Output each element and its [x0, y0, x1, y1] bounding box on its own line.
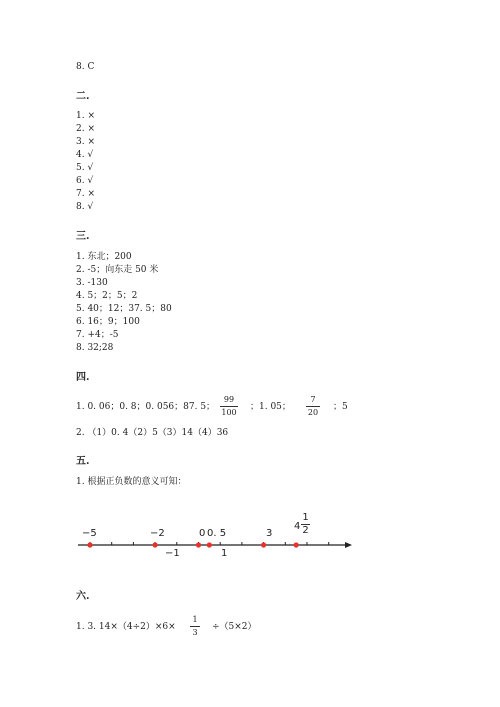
- section2-item: 8. √: [76, 202, 94, 212]
- section4-line1-part-a: 1. 0. 06；0. 8；0. 056；87. 5；: [76, 402, 216, 412]
- fraction-numerator: 7: [310, 395, 316, 404]
- number-line-ticks: [90, 542, 329, 545]
- section3-item: 7. +4；-5: [76, 330, 119, 340]
- section3-item: 2. -5；向东走 50 米: [76, 265, 159, 275]
- mixed-number-fraction: [301, 513, 310, 536]
- number-line-label-below: −1: [165, 548, 180, 559]
- section5-line1: 1. 根据正负数的意义可知：: [76, 477, 187, 487]
- fraction-1-3: [190, 615, 200, 638]
- section3-item: 5. 40；12；37. 5；80: [76, 304, 172, 314]
- section2-item: 6. √: [76, 176, 94, 186]
- number-line-label-above: 0: [199, 528, 206, 539]
- number-line-label-above: −2: [150, 528, 165, 539]
- section4-line1-part-c: ；5: [333, 402, 348, 412]
- fraction-denominator: 2: [302, 525, 309, 536]
- mixed-number-whole: 4: [294, 521, 301, 532]
- fraction-7-20: [306, 395, 320, 418]
- fraction-bar: [190, 626, 200, 627]
- number-line-point: [196, 542, 201, 547]
- section2-heading: 二.: [76, 91, 90, 102]
- fraction-numerator: 99: [223, 395, 235, 404]
- fraction-numerator: 1: [302, 512, 309, 523]
- number-line-label-above: −5: [82, 528, 97, 539]
- section2-item: 3. ×: [76, 137, 95, 147]
- section3-item: 3. -130: [76, 278, 108, 288]
- section4-line2: 2. （1）0. 4（2）5（3）14（4）36: [76, 428, 229, 438]
- number-line-point: [294, 542, 299, 547]
- fraction-numerator: 1: [192, 615, 198, 624]
- section2-item: 4. √: [76, 150, 94, 160]
- section6-line1-part-a: 1. 3. 14×（4÷2）×6×: [76, 622, 176, 632]
- fraction-denominator: 20: [307, 408, 319, 417]
- section1-item-8: 8. C: [76, 62, 95, 72]
- number-line-label-above: 3: [266, 528, 273, 539]
- section2-item: 1. ×: [76, 111, 95, 121]
- section4-heading: 四.: [76, 372, 90, 383]
- number-line-label-above: 0. 5: [207, 528, 227, 539]
- section5-heading: 五.: [76, 456, 90, 467]
- section2-item: 7. ×: [76, 189, 95, 199]
- section6-line1-part-b: ÷（5×2）: [212, 622, 257, 632]
- section3-item: 6. 16；9；100: [76, 317, 140, 327]
- fraction-99-100: [220, 395, 238, 418]
- number-line-point: [207, 542, 212, 547]
- number-line-label-below: 1: [221, 548, 228, 559]
- section3-heading: 三.: [76, 231, 90, 242]
- section2-item: 2. ×: [76, 124, 95, 134]
- number-line-point: [261, 542, 266, 547]
- fraction-bar: [220, 406, 238, 407]
- section3-item: 8. 32;28: [76, 343, 114, 353]
- section2-item: 5. √: [76, 163, 94, 173]
- fraction-denominator: 3: [192, 628, 198, 637]
- number-line-points: [87, 542, 298, 547]
- fraction-denominator: 100: [221, 408, 237, 417]
- section3-item: 1. 东北；200: [76, 252, 132, 262]
- section3-item: 4. 5；2；5；2: [76, 291, 138, 301]
- section6-heading: 六.: [76, 591, 90, 602]
- number-line-point: [153, 542, 158, 547]
- number-line-point: [87, 542, 92, 547]
- section4-line1-part-b: ；1. 05；: [250, 402, 291, 412]
- number-line-arrow: [345, 542, 352, 548]
- fraction-bar: [306, 406, 320, 407]
